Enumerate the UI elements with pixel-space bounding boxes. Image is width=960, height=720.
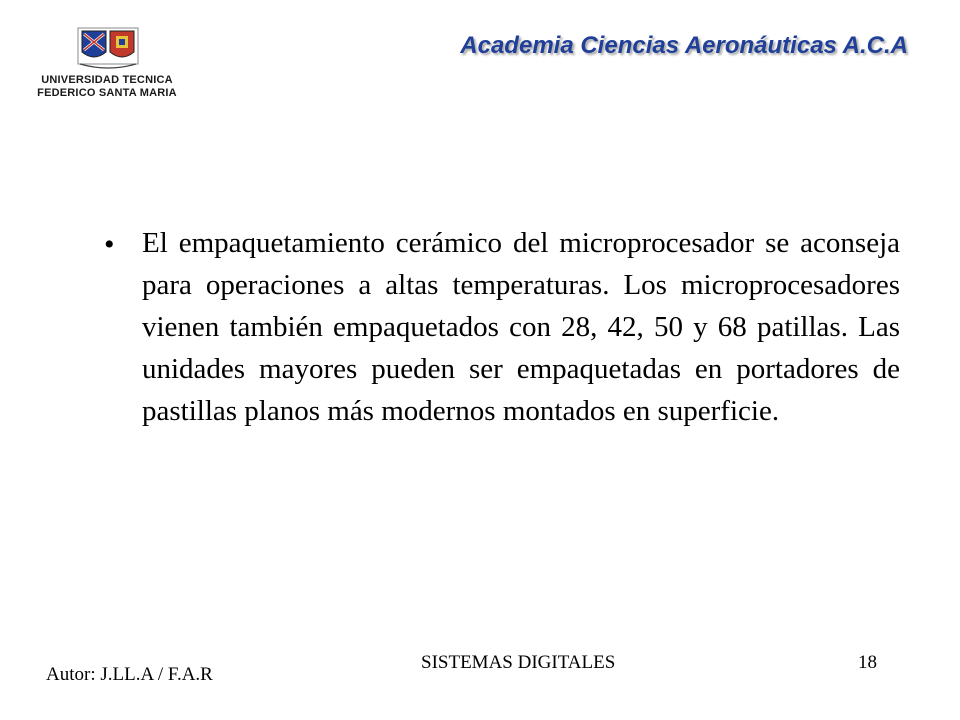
- crest-icon: [76, 26, 140, 72]
- university-logo: [36, 26, 178, 100]
- logo-university-line1: UNIVERSIDAD TECNICA: [41, 74, 173, 86]
- bullet-list: [104, 222, 900, 432]
- footer-course-title: SISTEMAS DIGITALES: [421, 652, 616, 673]
- page-title: Academia Ciencias Aeronáuticas A.C.A: [460, 32, 908, 59]
- bullet-paragraph: El empaquetamiento cerámico del microprocesador se aconseja para operaciones a altas temperaturas. Los microprocesadores vienen también empaquetados con 28, 42, 50 y 68 patillas. Las unidades mayores pueden ser empaquetadas en portadores de pastillas planos más modernos montados en superficie.: [142, 227, 900, 427]
- footer-author: Autor: J.LL.A / F.A.R: [46, 664, 213, 685]
- page-number: 18: [858, 652, 877, 673]
- logo-university-line2: FEDERICO SANTA MARIA: [37, 87, 177, 99]
- bullet-marker: •: [104, 228, 115, 261]
